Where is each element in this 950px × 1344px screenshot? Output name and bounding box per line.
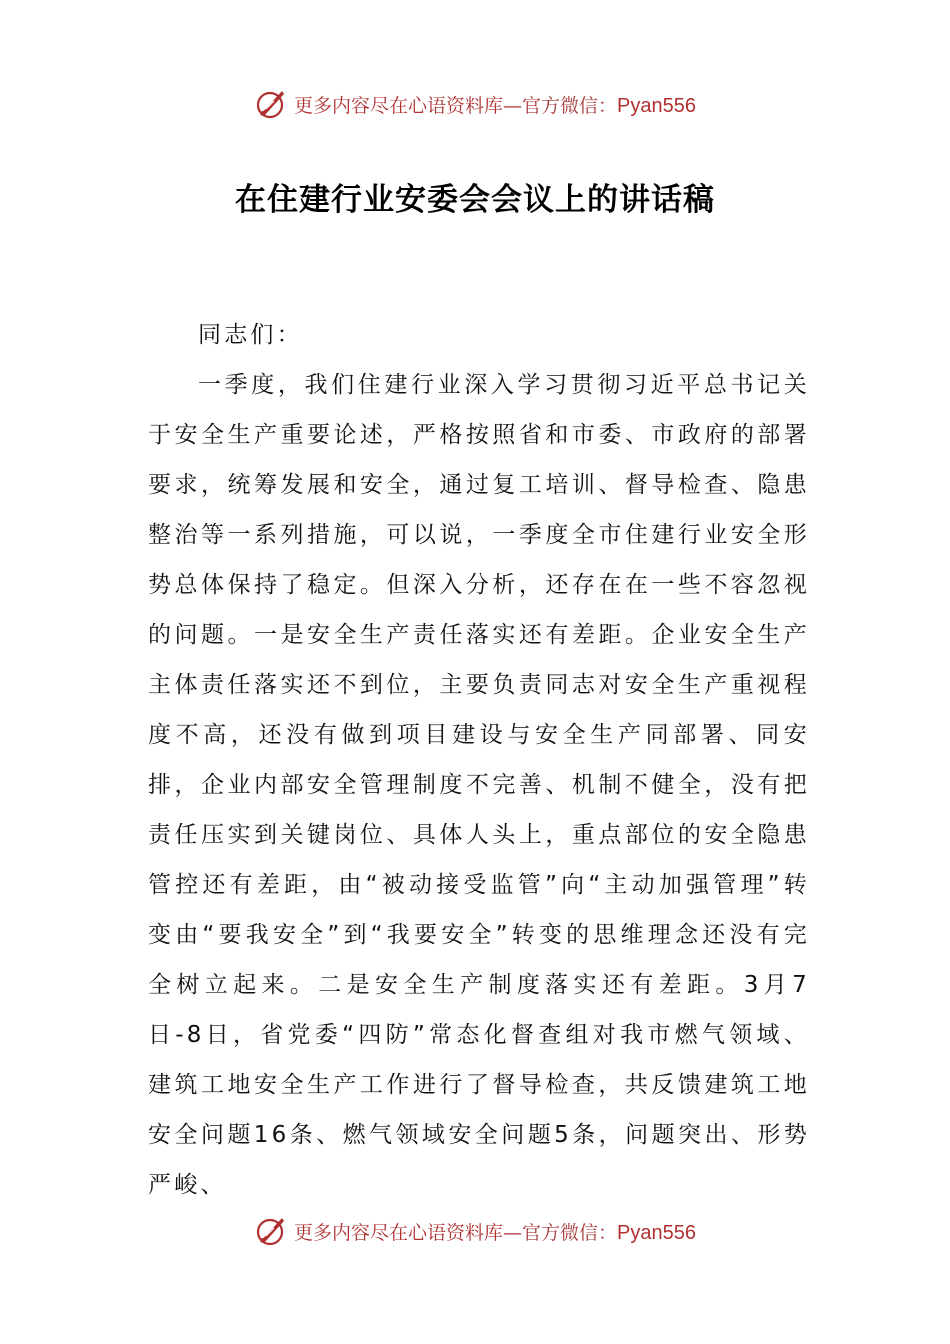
banner-wechat-id: Pyan556 [617,94,696,117]
banner-text [294,1218,696,1245]
document-body [148,310,810,1210]
footer-banner [0,1211,950,1251]
body-paragraph: 一季度，我们住建行业深入学习贯彻习近平总书记关于安全生产重要论述，严格按照省和市委、市政府的部署要求，统筹发展和安全，通过复工培训、督导检查、隐患整治等一系列措施，可以说，一季度全市住建行业安全形势总体保持了稳定。但深入分析，还存在在一些不容忽视的问题。一是安全生产责任落实还有差距。企业安全生产主体责任落实还不到位，主要负责同志对安全生产重视程度不高，还没有做到项目建设与安全生产同部署、同安排，企业内部安全管理制度不完善、机制不健全，没有把责任压实到关键岗位、具体人头上，重点部位的安全隐患管控还有差距，由“被动接受监管”向“主动加强管理”转变由“要我安全”到“我要安全”转变的思维理念还没有完全树立起来。二是安全生产制度落实还有差距。3月7日-8日，省党委“四防”常态化督查组对我市燃气领域、建筑工地安全生产工作进行了督导检查，共反馈建筑工地安全问题16条、燃气领域安全问题5条，问题突出、形势严峻、 [148,372,810,1198]
banner-library-text: 更多内容尽在心语资料库— [294,1221,523,1244]
banner-wechat-label: 官方微信： [522,1221,618,1244]
header-banner [0,84,950,124]
quill-pen-logo-icon [254,87,288,121]
banner-text [294,91,696,118]
salutation: 同志们： [198,322,303,348]
document-title: 在住建行业安委会会议上的讲话稿 [235,182,715,218]
banner-library-text: 更多内容尽在心语资料库— [294,94,523,117]
banner-wechat-label: 官方微信： [522,94,618,117]
banner-wechat-id: Pyan556 [617,1221,696,1244]
quill-pen-logo-icon [254,1214,288,1248]
